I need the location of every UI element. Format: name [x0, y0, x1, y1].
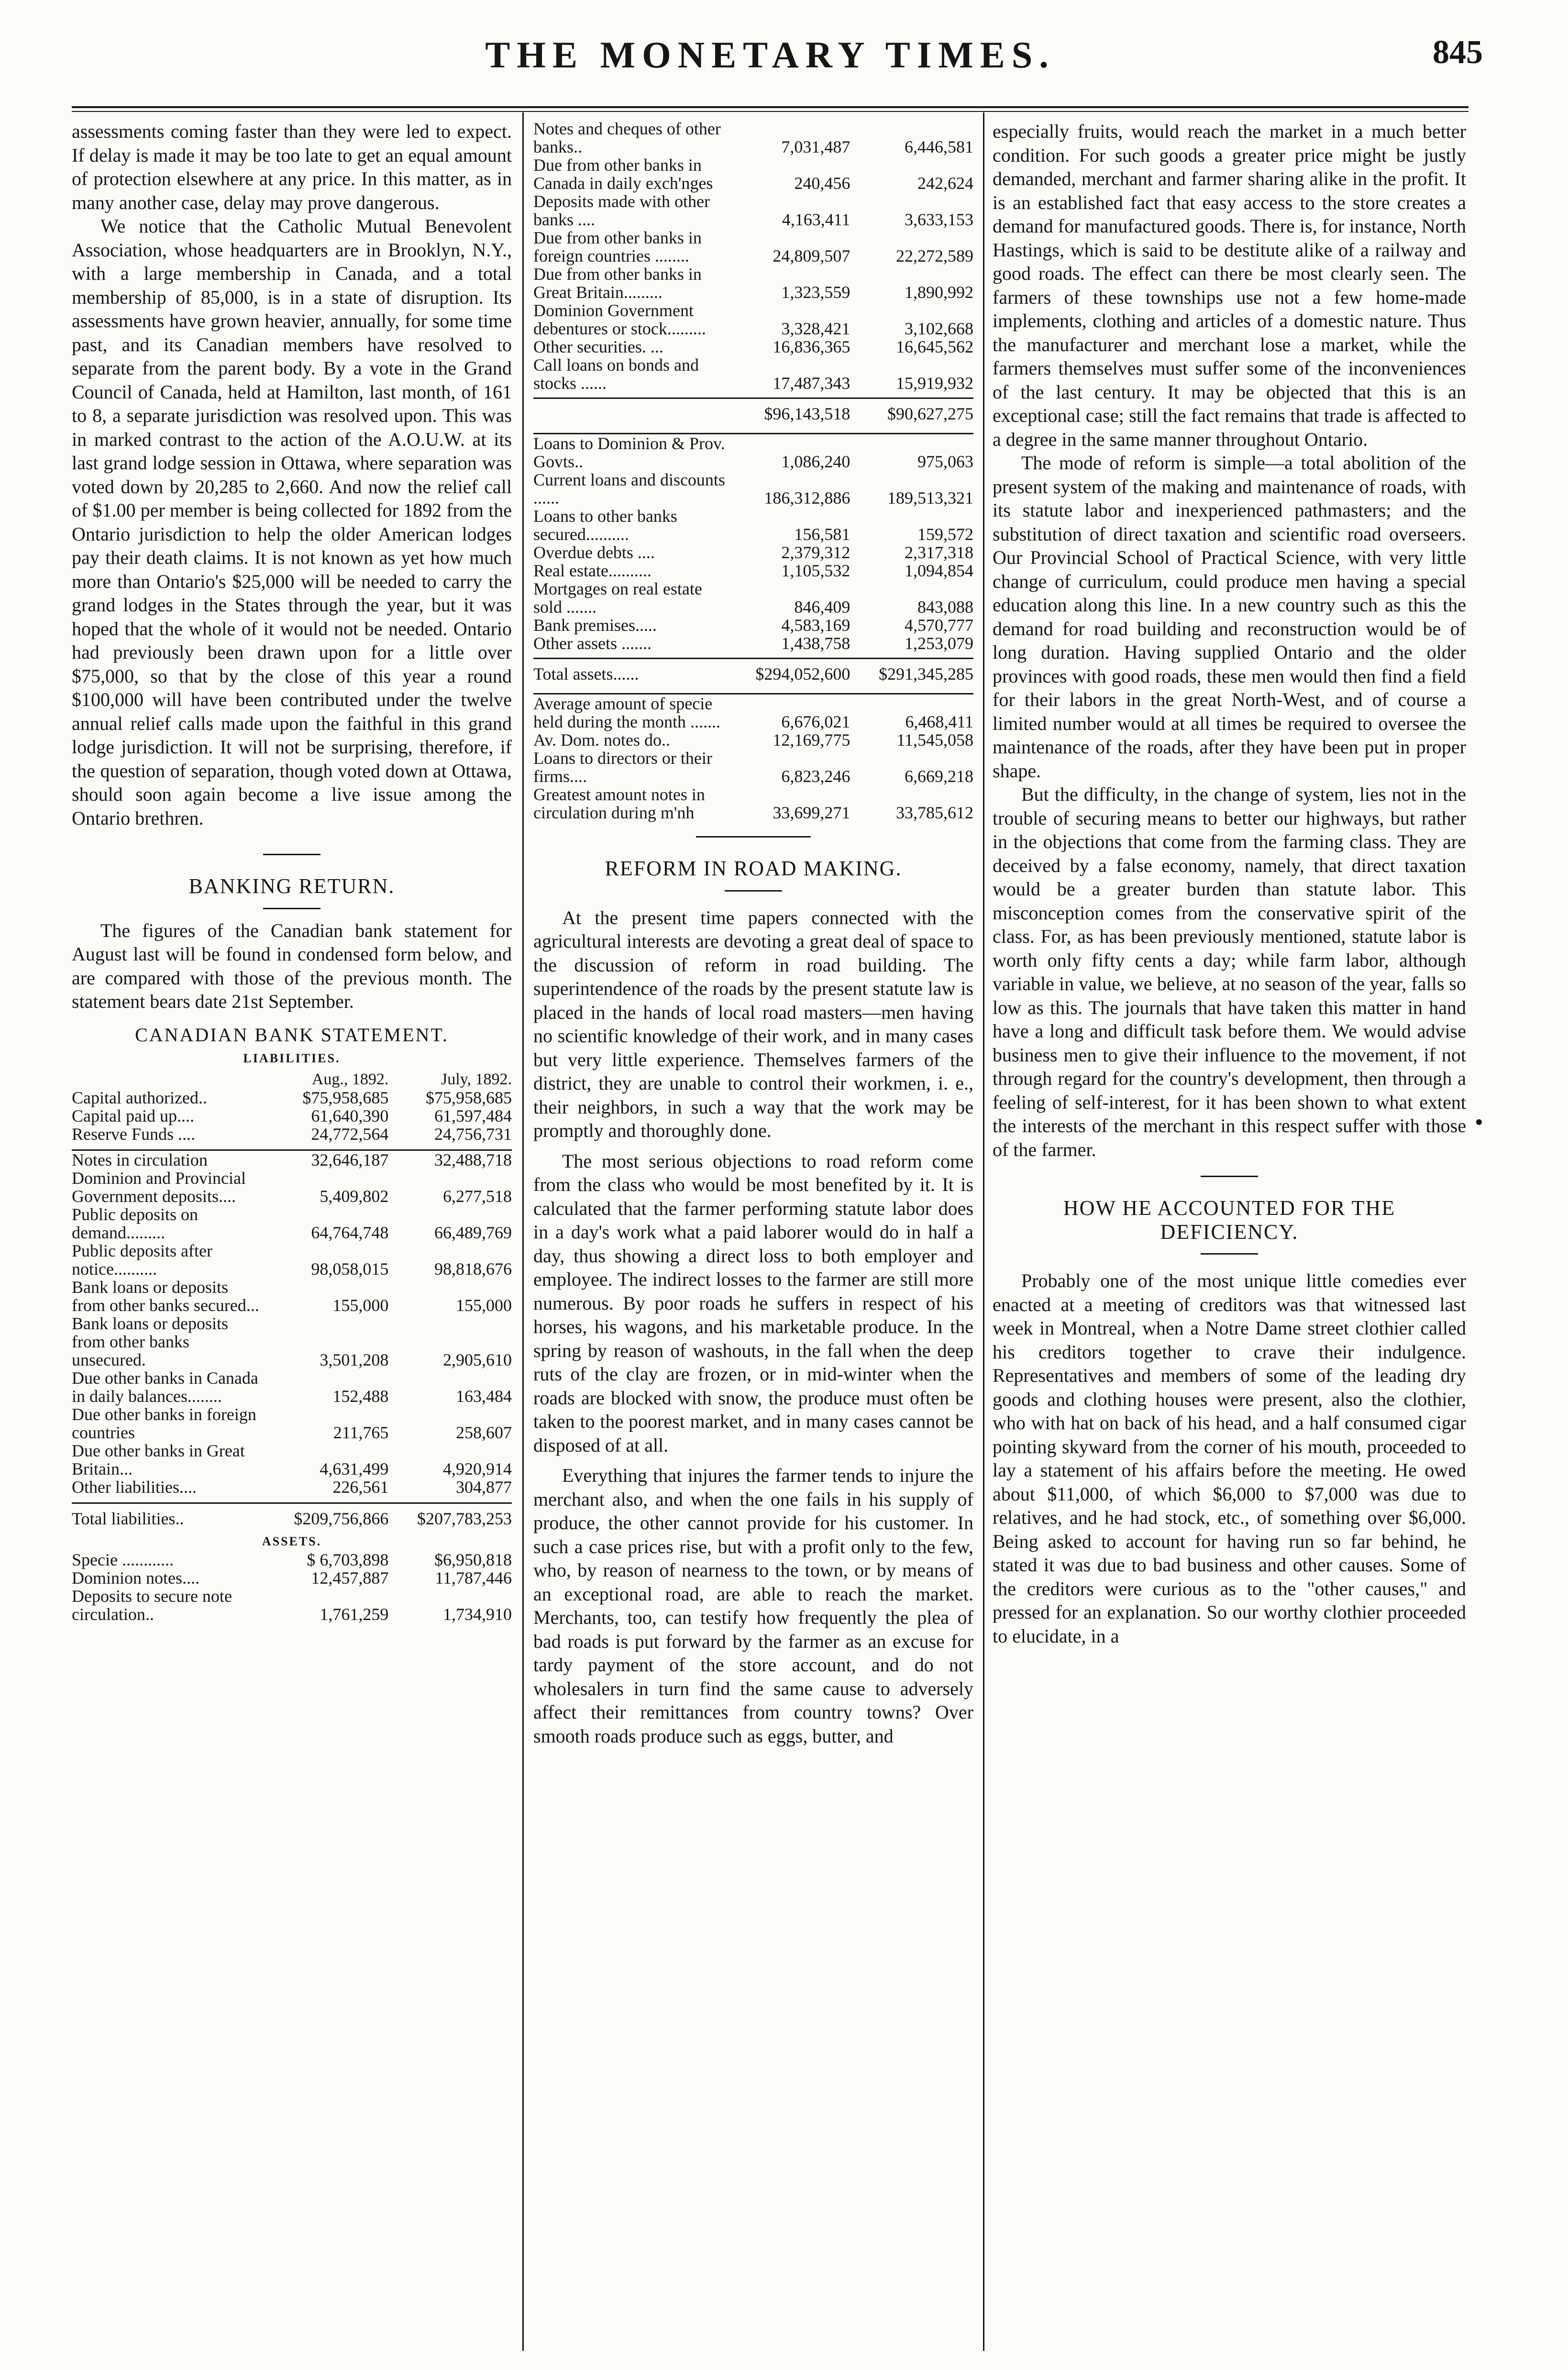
table-row: Average amount of specie held during the month ....... 6,676,021 6,468,411	[533, 694, 973, 731]
article-paragraph: The mode of reform is simple—a total abolition of the present system of the making and maintenance of roads, with its statute labor and inexperienced pathmasters; and the substitution of direct taxation and scientific road overseers. Our Provincial School of Practical Science, with very little change of curriculum, could produce men having a special education along this line. In a new country such as this the demand for road building and reconstruction would be of long duration. Having supplied Ontario and the older provinces with good roads, these men would then find a field for their labors in the great North-West, and of course a limited number would at all times be required to oversee the maintenance of the roads, after they have been put in proper shape.	[993, 452, 1466, 782]
table-row: Reserve Funds .... 24,772,564 24,756,731	[72, 1124, 512, 1144]
table-row: Due from other banks in foreign countries ........ 24,809,507 22,272,589	[533, 228, 973, 265]
table-row: Notes in circulation 32,646,187 32,488,718	[72, 1150, 512, 1169]
table-row: Dominion Government debentures or stock......... 3,328,421 3,102,668	[533, 301, 973, 338]
table-row: Due from other banks in Canada in daily exch'nges 240,456 242,624	[533, 155, 973, 193]
table-row: Notes and cheques of other banks.. 7,031,487 6,446,581	[533, 119, 973, 156]
table-row: Due other banks in foreign countries 211,765 258,607	[72, 1404, 512, 1442]
table-row: Deposits to secure note circulation.. 1,761,259 1,734,910	[72, 1586, 512, 1624]
article-paragraph: But the difficulty, in the change of system, lies not in the trouble of securing means to better our highways, but rather in the objections that come from the farming class. They are deceived by a false economy, namely, that direct taxation would be a greater burden than statute labor. This misconception comes from the conservative spirit of the class. For, as has been previously mentioned, statute labor is worth only fifty cents a day; while farm labor, although variable in value, we believe, at no season of the year, falls so low as this. The journals that have taken this matter in hand have a long and difficult task before them. We would advise business men to give their influence to the movement, if not through regard for the country's development, then through a feeling of self-interest, for it has been shown to what extent the interests of the merchant in this respect suffer with those of the farmer.	[993, 783, 1466, 1160]
newspaper-title: THE MONETARY TIMES.	[485, 34, 1055, 76]
table-row: Overdue debts .... 2,379,312 2,317,318	[533, 543, 973, 562]
table-row: Loans to Dominion & Prov. Govts.. 1,086,240 975,063	[533, 434, 973, 471]
column-divider-2	[983, 112, 984, 2351]
column-3	[993, 120, 1466, 1648]
article-paragraph: especially fruits, would reach the market in a much better condition. For such goods a greater price might be justly demanded, merchant and farmer sharing alike in the profit. It is an established fact that easy access to the store creates a demand for manufactured goods. There is, for instance, North Hastings, which is said to be destitute alike of a railway and good roads. The effect can there be most clearly seen. The farmers of these townships use not a few home-made implements, clothing and articles of a domestic nature. Thus the manufacturer and merchant lose a market, while the farmers themselves must suffer some of the inconveniences of the last century. It may be objected that this is an exceptional case; still the fact remains that trade is affected to a degree in the same manner throughout Ontario.	[993, 121, 1466, 450]
article-paragraph: The most serious objections to road reform come from the class who would be most benefited by it. It is calculated that the farmer performing statute labor does in a day's work what a paid laborer would do in half a day, thus showing a direct loss to both employer and employee. The indirect losses to the farmer are still more numerous. By poor roads he suffers in respect of his horses, his wagons, and his marketable produce. In the spring by reason of washouts, in the fall when the deep ruts of the clay are frozen, or in mid-winter when the roads are blocked with snow, the produce must often be taken to the poorest market, and in many cases cannot be disposed of at all.	[533, 1150, 973, 1456]
table-row: Dominion notes.... 12,457,887 11,787,446	[72, 1568, 512, 1587]
table-row: Deposits made with other banks .... 4,163,411 3,633,153	[533, 192, 973, 229]
table-row: Other assets ....... 1,438,758 1,253,079	[533, 634, 973, 653]
table-row: Public deposits on demand......... 64,764,748 66,489,769	[72, 1204, 512, 1242]
table-row: Av. Dom. notes do.. 12,169,775 11,545,058	[533, 730, 973, 750]
column-2	[533, 120, 973, 1748]
table-row: Due from other banks in Great Britain......... 1,323,559 1,890,992	[533, 265, 973, 302]
column-1	[72, 120, 512, 1623]
table-row: Public deposits after notice.......... 98,058,015 98,818,676	[72, 1241, 512, 1279]
article-paragraph: Probably one of the most unique little comedies ever enacted at a meeting of creditors was that witnessed last week in Montreal, when a Notre Dame street clothier called his creditors together to crave their indulgence. Representatives and members of some of the leading dry goods and clothing houses were present, also the clothier, who with hat on back of his head, and a half consumed cigar pointing skyward from the corner of his mouth, proceeded to lay a statement of his affairs before the meeting. He owed about $11,000, of which $6,000 to $7,000 was due to relatives, and he had stock, etc., of something over $6,000. Being asked to account for having run so far behind, he stated it was due to bad business and other causes. Some of the creditors were curious as to the "other causes," and pressed for an explanation. So our worthy clothier proceeded to elucidate, in a	[993, 1270, 1466, 1647]
liabilities-label: LIABILITIES.	[243, 1051, 341, 1065]
liabilities-table	[72, 1070, 512, 1623]
table-row: Capital authorized.. $75,958,685 $75,958,685	[72, 1088, 512, 1107]
table-row: Greatest amount notes in circulation during m'nh 33,699,271 33,785,612	[533, 785, 973, 822]
table-row: Loans to directors or their firms.... 6,823,246 6,669,218	[533, 749, 973, 786]
column-header-july: July, 1892.	[441, 1070, 512, 1088]
table-row: Real estate.......... 1,105,532 1,094,854	[533, 561, 973, 580]
table-row: Bank loans or deposits from other banks secured... 155,000 155,000	[72, 1277, 512, 1315]
total-row: Total assets...... $294,052,600 $291,345,285	[533, 664, 973, 683]
total-row: Total liabilities.. $209,756,866 $207,783,253	[72, 1509, 512, 1528]
assets-table-continued	[533, 120, 973, 822]
table-header-row	[72, 1070, 512, 1089]
page-number: 845	[1433, 34, 1483, 71]
table-row: Dominion and Provincial Government deposits.... 5,409,802 6,277,518	[72, 1168, 512, 1206]
table-row: Capital paid up.... 61,640,390 61,597,484	[72, 1106, 512, 1125]
table-row: Due other banks in Great Britain... 4,631,499 4,920,914	[72, 1441, 512, 1478]
table-row: Bank premises..... 4,583,169 4,570,777	[533, 616, 973, 635]
column-divider-1	[522, 112, 524, 2351]
table-row: Mortgages on real estate sold ....... 846,409 843,088	[533, 579, 973, 617]
assets-label: ASSETS.	[262, 1534, 322, 1548]
masthead	[57, 33, 1483, 86]
article-paragraph: Everything that injures the farmer tends to injure the merchant also, and when the one fails in his supply of produce, the other cannot provide for his customer. In such a case prices rise, but with a profit only to the few, who, by reason of nearness to the town, or by means of an exceptional road, are able to reach the market. Merchants, too, can testify how frequently the plea of bad roads is put forward by the farmer as an excuse for tardy payment of the store account, and do not wholesalers in turn find the same cause to adversely affect their remittances from country towns? Over smooth roads produce such as eggs, butter, and	[533, 1465, 973, 1747]
section-heading-banking: BANKING RETURN.	[188, 874, 395, 898]
masthead-rule-top	[72, 106, 1469, 108]
article-paragraph: We notice that the Catholic Mutual Benevolent Association, whose headquarters are in Brooklyn, N.Y., with a large membership in Canada, and a total membership of 85,000, is in a state of disruption. Its assessments have grown heavier, annually, for some time past, and its Canadian members have resolved to separate from the parent body. By a vote in the Grand Council of Canada, held at Hamilton, last month, of 161 to 8, a separate jurisdiction was resolved upon. This was in marked contrast to the action of the A.O.U.W. at its last grand lodge session in Ottawa, where separation was voted down by 20,285 to 2,660. And now the relief call of $1.00 per member is being collected for 1892 from the Ontario jurisdiction to help the older American lodges pay their death claims. It is not known as yet how much more than Ontario's $25,000 will be needed to carry the grand lodges in the States through the year, but it was hoped that the whole of it would not be needed. Ontario had previously been drawn upon for a little over $75,000, so that by the close of this year a round $100,000 will have been contributed under the twelve annual relief calls made upon the faithful in this grand lodge jurisdiction. It will not be surprising, therefore, if the question of separation, though voted down at Ottawa, should soon again become a live issue among the Ontario brethren.	[72, 215, 512, 829]
article-paragraph: At the present time papers connected with the agricultural interests are devoting a great deal of space to the discussion of reform in road building. The superintendence of the roads by the present statute law is placed in the hands of local road masters—men having no scientific knowledge of their work, and in many cases but very little experience. Themselves farmers of the district, they are unable to control their workmen, i. e., their neighbors, in such a way that the work may be promptly and thoroughly done.	[533, 906, 973, 1141]
subtotal-row: $96,143,518 $90,627,275	[764, 404, 973, 423]
table-row: Current loans and discounts ...... 186,312,886 189,513,321	[533, 470, 973, 507]
table-row: Due other banks in Canada in daily balances........ 152,488 163,484	[72, 1368, 512, 1406]
table-row: Specie ............ $ 6,703,898 $6,950,818	[72, 1550, 512, 1569]
section-heading-deficiency: HOW HE ACCOUNTED FOR THE DEFICIENCY.	[1063, 1196, 1396, 1244]
masthead-rule-bottom	[72, 111, 1469, 112]
column-header-aug: Aug., 1892.	[311, 1070, 389, 1088]
ink-speck	[1476, 1119, 1482, 1125]
table-row: Loans to other banks secured.......... 156,581 159,572	[533, 507, 973, 544]
article-paragraph: The figures of the Canadian bank statement for August last will be found in condensed form below, and are compared with those of the previous month. The statement bears date 21st September.	[72, 919, 512, 1012]
statement-heading: CANADIAN BANK STATEMENT.	[135, 1024, 449, 1046]
section-heading-reform: REFORM IN ROAD MAKING.	[605, 857, 902, 880]
table-row: Bank loans or deposits from other banks unsecured. 3,501,208 2,905,610	[72, 1313, 512, 1369]
table-row: Call loans on bonds and stocks ...... 17,487,343 15,919,932	[533, 355, 973, 393]
table-row: Other securities. ... 16,836,365 16,645,562	[533, 337, 973, 356]
table-row: Other liabilities.... 226,561 304,877	[72, 1477, 512, 1497]
article-paragraph: assessments coming faster than they were led to expect. If delay is made it may be too late to get an equal amount of protection elsewhere at any price. In this matter, as in many another case, delay may prove dangerous.	[72, 121, 512, 213]
